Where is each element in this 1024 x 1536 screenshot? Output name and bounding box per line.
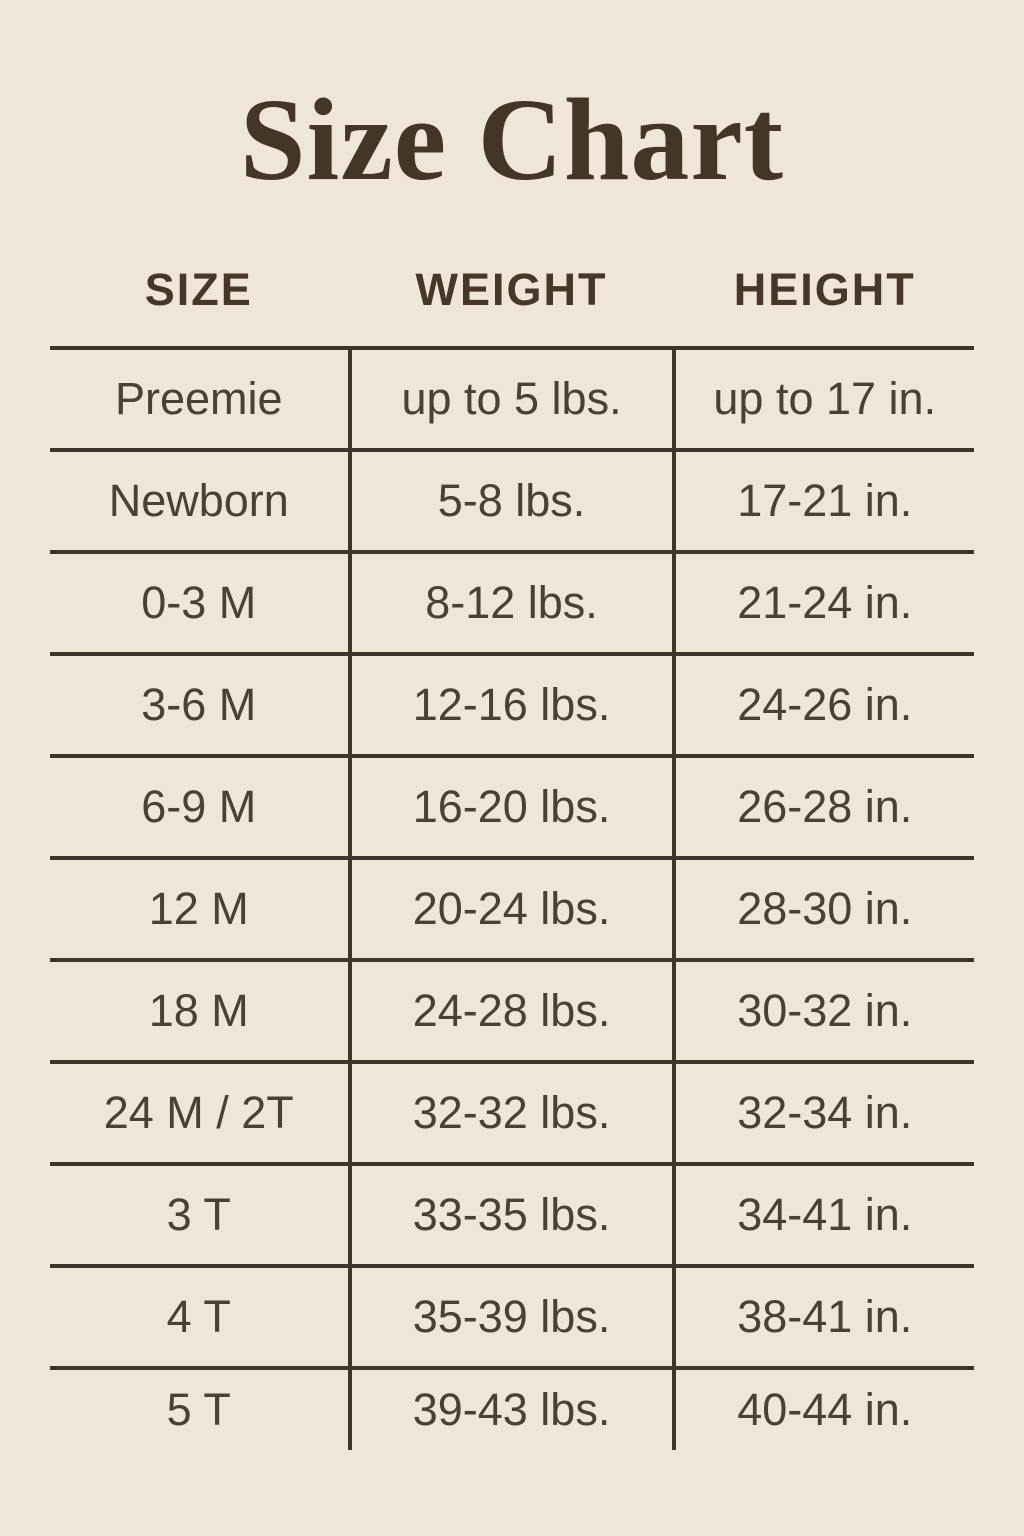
weight-cell: 32-32 lbs.	[348, 1064, 676, 1162]
weight-cell: 12-16 lbs.	[348, 656, 676, 754]
weight-cell: 20-24 lbs.	[348, 860, 676, 958]
weight-cell: 24-28 lbs.	[348, 962, 676, 1060]
height-cell: 34-41 in.	[737, 1188, 913, 1240]
table-row-18m	[50, 958, 974, 1060]
height-cell: 40-44 in.	[737, 1383, 913, 1435]
header-weight: WEIGHT	[415, 263, 608, 315]
size-cell: Preemie	[114, 372, 283, 424]
page-title: Size Chart	[239, 74, 785, 205]
size-cell: 0-3 M	[141, 576, 257, 628]
header-size: SIZE	[144, 263, 253, 315]
height-cell: 17-21 in.	[737, 474, 913, 526]
table-row-0-3m	[50, 550, 974, 652]
size-cell: 3-6 M	[141, 678, 257, 730]
size-cell: 3 T	[166, 1188, 231, 1240]
table-row-24m-2t	[50, 1060, 974, 1162]
weight-cell: up to 5 lbs.	[348, 350, 676, 448]
table-row-12m	[50, 856, 974, 958]
size-cell: 18 M	[148, 984, 249, 1036]
table-header-row	[50, 264, 974, 316]
weight-cell: 8-12 lbs.	[348, 554, 676, 652]
height-cell: 28-30 in.	[737, 882, 913, 934]
size-cell: Newborn	[108, 474, 289, 526]
table-row-preemie	[50, 346, 974, 448]
height-cell: 30-32 in.	[737, 984, 913, 1036]
weight-cell: 16-20 lbs.	[348, 758, 676, 856]
size-cell: 12 M	[148, 882, 249, 934]
height-cell: 38-41 in.	[737, 1290, 913, 1342]
weight-cell: 5-8 lbs.	[348, 452, 676, 550]
table-row-6-9m	[50, 754, 974, 856]
height-cell: up to 17 in.	[713, 372, 937, 424]
size-cell: 6-9 M	[141, 780, 257, 832]
weight-cell: 33-35 lbs.	[348, 1166, 676, 1264]
weight-cell: 39-43 lbs.	[348, 1370, 676, 1450]
header-height: HEIGHT	[733, 263, 916, 315]
table-row-3t	[50, 1162, 974, 1264]
height-cell: 26-28 in.	[737, 780, 913, 832]
size-cell: 24 M / 2T	[103, 1086, 294, 1138]
height-cell: 21-24 in.	[737, 576, 913, 628]
height-cell: 24-26 in.	[737, 678, 913, 730]
table-row-newborn	[50, 448, 974, 550]
table-row-5t	[50, 1366, 974, 1450]
table-row-3-6m	[50, 652, 974, 754]
height-cell: 32-34 in.	[737, 1086, 913, 1138]
table-row-4t	[50, 1264, 974, 1366]
size-cell: 4 T	[166, 1290, 231, 1342]
size-cell: 5 T	[166, 1383, 231, 1435]
weight-cell: 35-39 lbs.	[348, 1268, 676, 1366]
size-table	[50, 264, 974, 1450]
